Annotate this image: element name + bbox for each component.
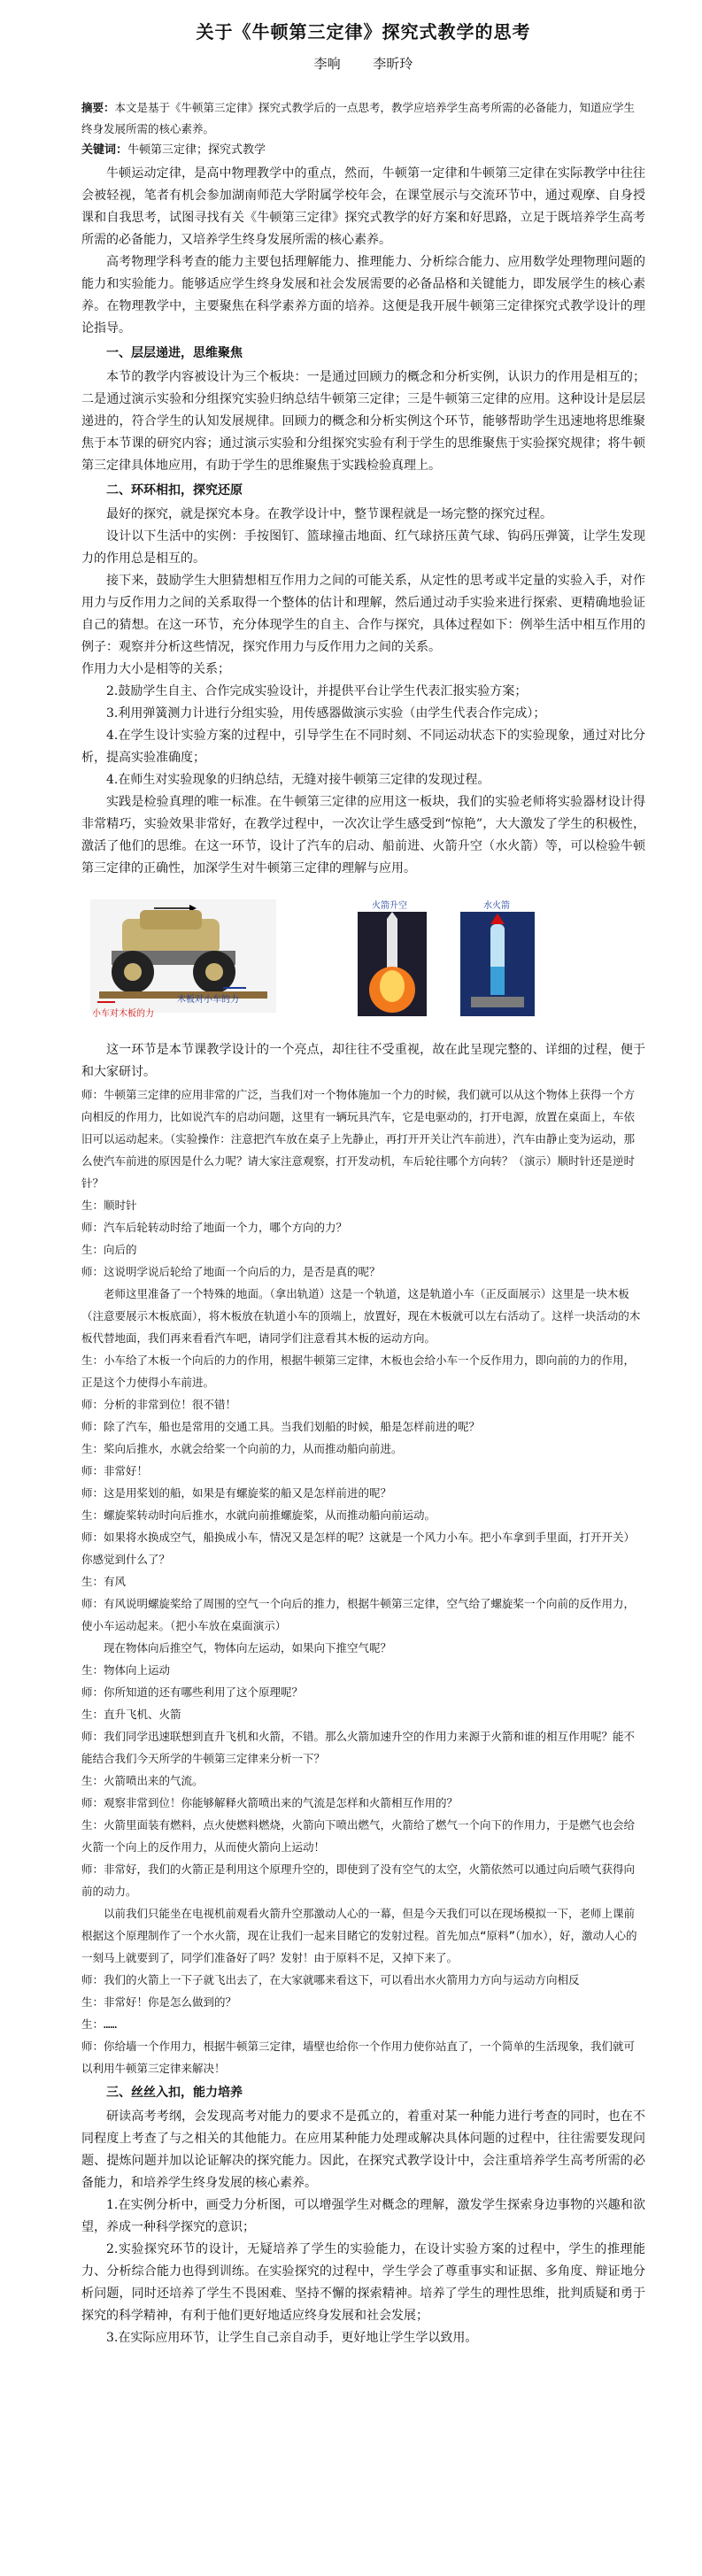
caption-force-board-on-car: 木板对小车的力 — [177, 995, 239, 1005]
body-paragraph: 2.实验探究环节的设计，无疑培养了学生的实验能力，在设计实验方案的过程中，学生的推理能力、分析综合能力也得到训练。在实验探究的过程中，学生学会了尊重事实和证据、多角度、辩证地分析问题，同时还培养了学生不畏困难、坚持不懈的探索精神。培养了学生的理性思维，批判质疑和勇于探究的科学精神，有利于他们更好地适应终身发展和社会发展； — [81, 2242, 645, 2323]
dialogue-line: 老师这里准备了一个特殊的地面。（拿出轨道）这是一个轨道，这是轨道小车（正反面展示）这里是一块木板（注意要展示木板底面），将木板放在轨道小车的顶端上，放置好，现在木板就可以左右活动了。这样一块活动的木板代替地面，我们再来看看汽车吧，请同学们注意看其木板的运动方向。 — [81, 1287, 641, 1345]
dialogue-line: 师：这说明学说后轮给了地面一个向后的力，是否是真的呢？ — [81, 1265, 381, 1278]
intro-paragraph: 牛顿运动定律，是高中物理教学中的重点，然而，牛顿第一定律和牛顿第三定律在实际教学中往往会被轻视，笔者有机会参加湖南师范大学附属学校年会，在课堂展示与交流环节中，通过观摩、自身授课和自我思考，试图寻找有关《牛顿第三定律》探究式教学的好方案和好思路，立足于既培养学生高考所需的必备能力，又培养学生终身发展所需的核心素养。 — [81, 166, 645, 247]
body-paragraph: 实践是检验真理的唯一标准。在牛顿第三定律的应用这一板块，我们的实验老师将实验器材设计得非常精巧，实验效果非常好，在教学过程中，一次次让学生感受到“惊艳”，大大激发了学生的积极性，激活了他们的思维。在这一环节，设计了汽车的启动、船前进、火箭升空（水火箭）等，可以检验牛顿第三定律的正确性，加深学生对牛顿第三定律的理解与应用。 — [81, 795, 645, 875]
dialogue-line: 生：直升飞机、火箭 — [81, 1708, 181, 1721]
intro-paragraph: 高考物理学科考查的能力主要包括理解能力、推理能力、分析综合能力、应用数学处理物理问题的能力和实验能力。能够适应学生终身发展和社会发展需要的必备品格和关键能力，即发展学生的核心素养。在物理教学中，主要聚焦在科学素养方面的培养。这便是我开展牛顿第三定律探究式教学设计的理论指导。 — [81, 255, 645, 335]
dialogue-line: 师：我们的火箭上一下子就飞出去了，在大家就哪来看这下，可以看出水火箭用力方向与运动方向相反 — [81, 1973, 580, 1986]
author-name: 李昕玲 — [373, 56, 413, 72]
dialogue-line: 师：非常好！ — [81, 1464, 149, 1477]
dialogue-line: 现在物体向后推空气，物体向左运动，如果向下推空气呢？ — [104, 1641, 392, 1654]
figure-row — [81, 892, 645, 1025]
body-paragraph: 设计以下生活中的实例：手按图钉、篮球撞击地面、红气球挤压黄气球、钩码压弹簧，让学生发现力的作用总是相互的。 — [81, 529, 645, 566]
dialogue-line: 生：物体向上运动 — [81, 1663, 171, 1677]
dialogue-line: 生：火箭喷出来的气流。 — [81, 1774, 204, 1787]
dialogue-line: 师：牛顿第三定律的应用非常的广泛，当我们对一个物体施加一个力的时候，我们就可以从这个物体上获得一个方向相反的作用力，比如说汽车的启动问题，这里有一辆玩具汽车，它是电驱动的，打开电源，放置在桌面上，车依旧可以运动起来。（实验操作：注意把汽车放在桌子上先静止，再打开开关让汽车前进），汽车由静止变为运动，那么使汽车前进的原因是什么力呢？请大家注意观察，打开发动机，车后轮往哪个方向转？（演示）顺时针还是逆时针？ — [81, 1088, 636, 1190]
dialogue-line: 以前我们只能坐在电视机前观看火箭升空那激动人心的一幕，但是今天我们可以在现场模拟一下，老师上课前根据这个原理制作了一个水火箭，现在让我们一起来目睹它的发射过程。首先加点“原料”（加水），好，激动人心的一刻马上就要到了，同学们准备好了吗？发射！由于原料不足，又掉下来了。 — [81, 1907, 637, 1964]
author-name: 李响 — [313, 56, 341, 72]
dialogue-line: 师：除了汽车，船也是常用的交通工具。当我们划船的时候，船是怎样前进的呢？ — [81, 1420, 481, 1433]
dialogue-line: 师：我们同学迅速联想到直升飞机和火箭，不错。那么火箭加速升空的作用力来源于火箭和谁的相互作用呢？能不能结合我们今天所学的牛顿第三定律来分析一下？ — [81, 1730, 636, 1765]
list-item: 2.鼓励学生自主、合作完成实验设计，并提供平台让学生代表汇报实验方案； — [106, 684, 528, 698]
dialogue-line: 师：非常好，我们的火箭正是利用这个原理升空的，即使到了没有空气的太空，火箭依然可以通过向后喷气获得向前的动力。 — [81, 1863, 636, 1898]
section-heading: 二、环环相扣，探究还原 — [106, 483, 243, 497]
caption-force-car-on-board: 小车对木板的力 — [92, 1009, 154, 1019]
body-paragraph: 研读高考考纲，会发现高考对能力的要求不是孤立的，着重对某一种能力进行考查的同时，也在不同程度上考查了与之相关的其他能力。在应用某种能力处理或解决具体问题的过程中，往往需要发现问题、提炼问题并加以论证解决的探究能力。因此，在探究式教学设计中，会注重培养学生高考所需的必备能力，和培养学生终身发展的核心素养。 — [81, 2109, 645, 2190]
dialogue-line: 生：小车给了木板一个向后的力的作用，根据牛顿第三定律，木板也会给小车一个反作用力，即向前的力的作用，正是这个力使得小车前进。 — [81, 1354, 636, 1389]
section-heading: 一、层层递进，思维聚焦 — [106, 346, 243, 360]
caption-rocket-launch: 火箭升空 — [372, 901, 407, 911]
caption-water-rocket: 水火箭 — [483, 901, 510, 911]
dialogue-line: 生：螺旋桨转动时向后推水，水就向前推螺旋桨，从而推动船向前运动。 — [81, 1508, 436, 1522]
rocket-launch-photo — [358, 912, 427, 1016]
list-item: 4.在师生对实验现象的归纳总结，无缝对接牛顿第三定律的发现过程。 — [106, 773, 490, 787]
keywords-text: 牛顿第三定律；探究式教学 — [127, 143, 266, 157]
body-paragraph: 本节的教学内容被设计为三个板块：一是通过回顾力的概念和分析实例，认识力的作用是相互的；二是通过演示实验和分组探究实验归纳总结牛顿第三定律；三是牛顿第三定律的应用。这种设计是层层递进的，符合学生的认知发展规律。回顾力的概念和分析实例这个环节，能够帮助学生迅速地将思维聚焦于本节课的研究内容；通过演示实验和分组探究实验有利于学生的思维聚焦于实验探究规律；将牛顿第三定律具体地应用，有助于学生的思维聚焦于实践检验真理上。 — [81, 370, 645, 473]
dialogue-line: 师：汽车后轮转动时给了地面一个力，哪个方向的力？ — [81, 1221, 348, 1234]
dialogue-line: 生：…… — [81, 2017, 118, 2031]
paper-title: 关于《牛顿第三定律》探究式教学的思考 — [196, 21, 531, 42]
dialogue-line: 师：分析的非常到位！很不错！ — [81, 1398, 237, 1411]
dialogue-line: 师：这是用桨划的船，如果是有螺旋桨的船又是怎样前进的呢？ — [81, 1486, 392, 1500]
dialogue-line: 生：桨向后推水，水就会给桨一个向前的力，从而推动船向前进。 — [81, 1442, 403, 1455]
dialogue-line: 师：观察非常到位！你能够解释火箭喷出来的气流是怎样和火箭相互作用的？ — [81, 1796, 459, 1809]
dialogue-transcript — [81, 1084, 645, 2079]
list-item: 作用力大小是相等的关系； — [81, 662, 230, 676]
dialogue-line: 师：如果将水换成空气，船换成小车，情况又是怎样的呢？这就是一个风力小车。把小车拿到手里面，打开开关）你感觉到什么了？ — [81, 1531, 636, 1566]
dialogue-line: 生：向后的 — [81, 1243, 137, 1256]
dialogue-line: 生：有风 — [81, 1575, 127, 1588]
dialogue-line: 生：非常好！你是怎么做到的？ — [81, 1995, 237, 2009]
dialogue-line: 生：火箭里面装有燃料，点火使燃料燃烧，火箭向下喷出燃气，火箭给了燃气一个向下的作用力，于是燃气也会给火箭一个向上的反作用力，从而使火箭向上运动！ — [81, 1818, 636, 1854]
water-rocket-photo — [460, 912, 535, 1016]
dialogue-line: 师：你给墙一个作用力，根据牛顿第三定律，墙壁也给你一个作用力使你站直了，一个简单的生活现象，我们就可以利用牛顿第三定律来解决！ — [81, 2040, 636, 2075]
abstract — [81, 97, 645, 140]
keywords-label: 关键词： — [81, 143, 128, 157]
list-item: 4.在学生设计实验方案的过程中，引导学生在不同时刻、不同运动状态下的实验现象，通过对比分析，提高实验准确度； — [81, 729, 645, 765]
keywords — [81, 140, 645, 161]
list-item: 3.利用弹簧测力计进行分组实验，用传感器做演示实验（由学生代表合作完成）； — [106, 706, 546, 721]
body-paragraph: 1.在实例分析中，画受力分析图，可以增强学生对概念的理解，激发学生探索身边事物的兴趣和欲望，养成一种科学探究的意识； — [81, 2198, 645, 2234]
dialogue-line: 生：顺时针 — [81, 1199, 137, 1212]
body-paragraph: 最好的探究，就是探究本身。在教学设计中，整节课程就是一场完整的探究过程。 — [106, 507, 552, 521]
dialogue-intro: 这一环节是本节课教学设计的一个亮点，却往往不受重视，故在此呈现完整的、详细的过程，便于和大家研讨。 — [81, 1043, 645, 1079]
dialogue-line: 师：有风说明螺旋桨给了周围的空气一个向后的推力，根据牛顿第三定律，空气给了螺旋桨一个向前的反作用力，使小车运动起来。（把小车放在桌面演示） — [81, 1597, 636, 1632]
body-paragraph: 接下来，鼓励学生大胆猜想相互作用力之间的可能关系，从定性的思考或半定量的实验入手，对作用力与反作用力之间的关系取得一个整体的估计和理解，然后通过动手实验来进行探索、更精确地验证自己的猜想。在这一环节，充分体现学生的自主、合作与探究，具体过程如下：例举生活中相互作用的例子：观察并分析这些情况，探究作用力与反作用力之间的关系。 — [81, 574, 645, 654]
author-line — [81, 54, 645, 73]
section-heading: 三、丝丝入扣，能力培养 — [106, 2086, 243, 2100]
dialogue-line: 师：你所知道的还有哪些利用了这个原理呢？ — [81, 1685, 304, 1699]
body-paragraph: 3.在实际应用环节，让学生自己亲自动手，更好地让学生学以致用。 — [106, 2331, 478, 2345]
abstract-text: 本文是基于《牛顿第三定律》探究式教学后的一点思考，教学应培养学生高考所需的必备能力，知道应学生终身发展所需的核心素养。 — [81, 101, 636, 135]
abstract-label: 摘要： — [81, 101, 115, 114]
